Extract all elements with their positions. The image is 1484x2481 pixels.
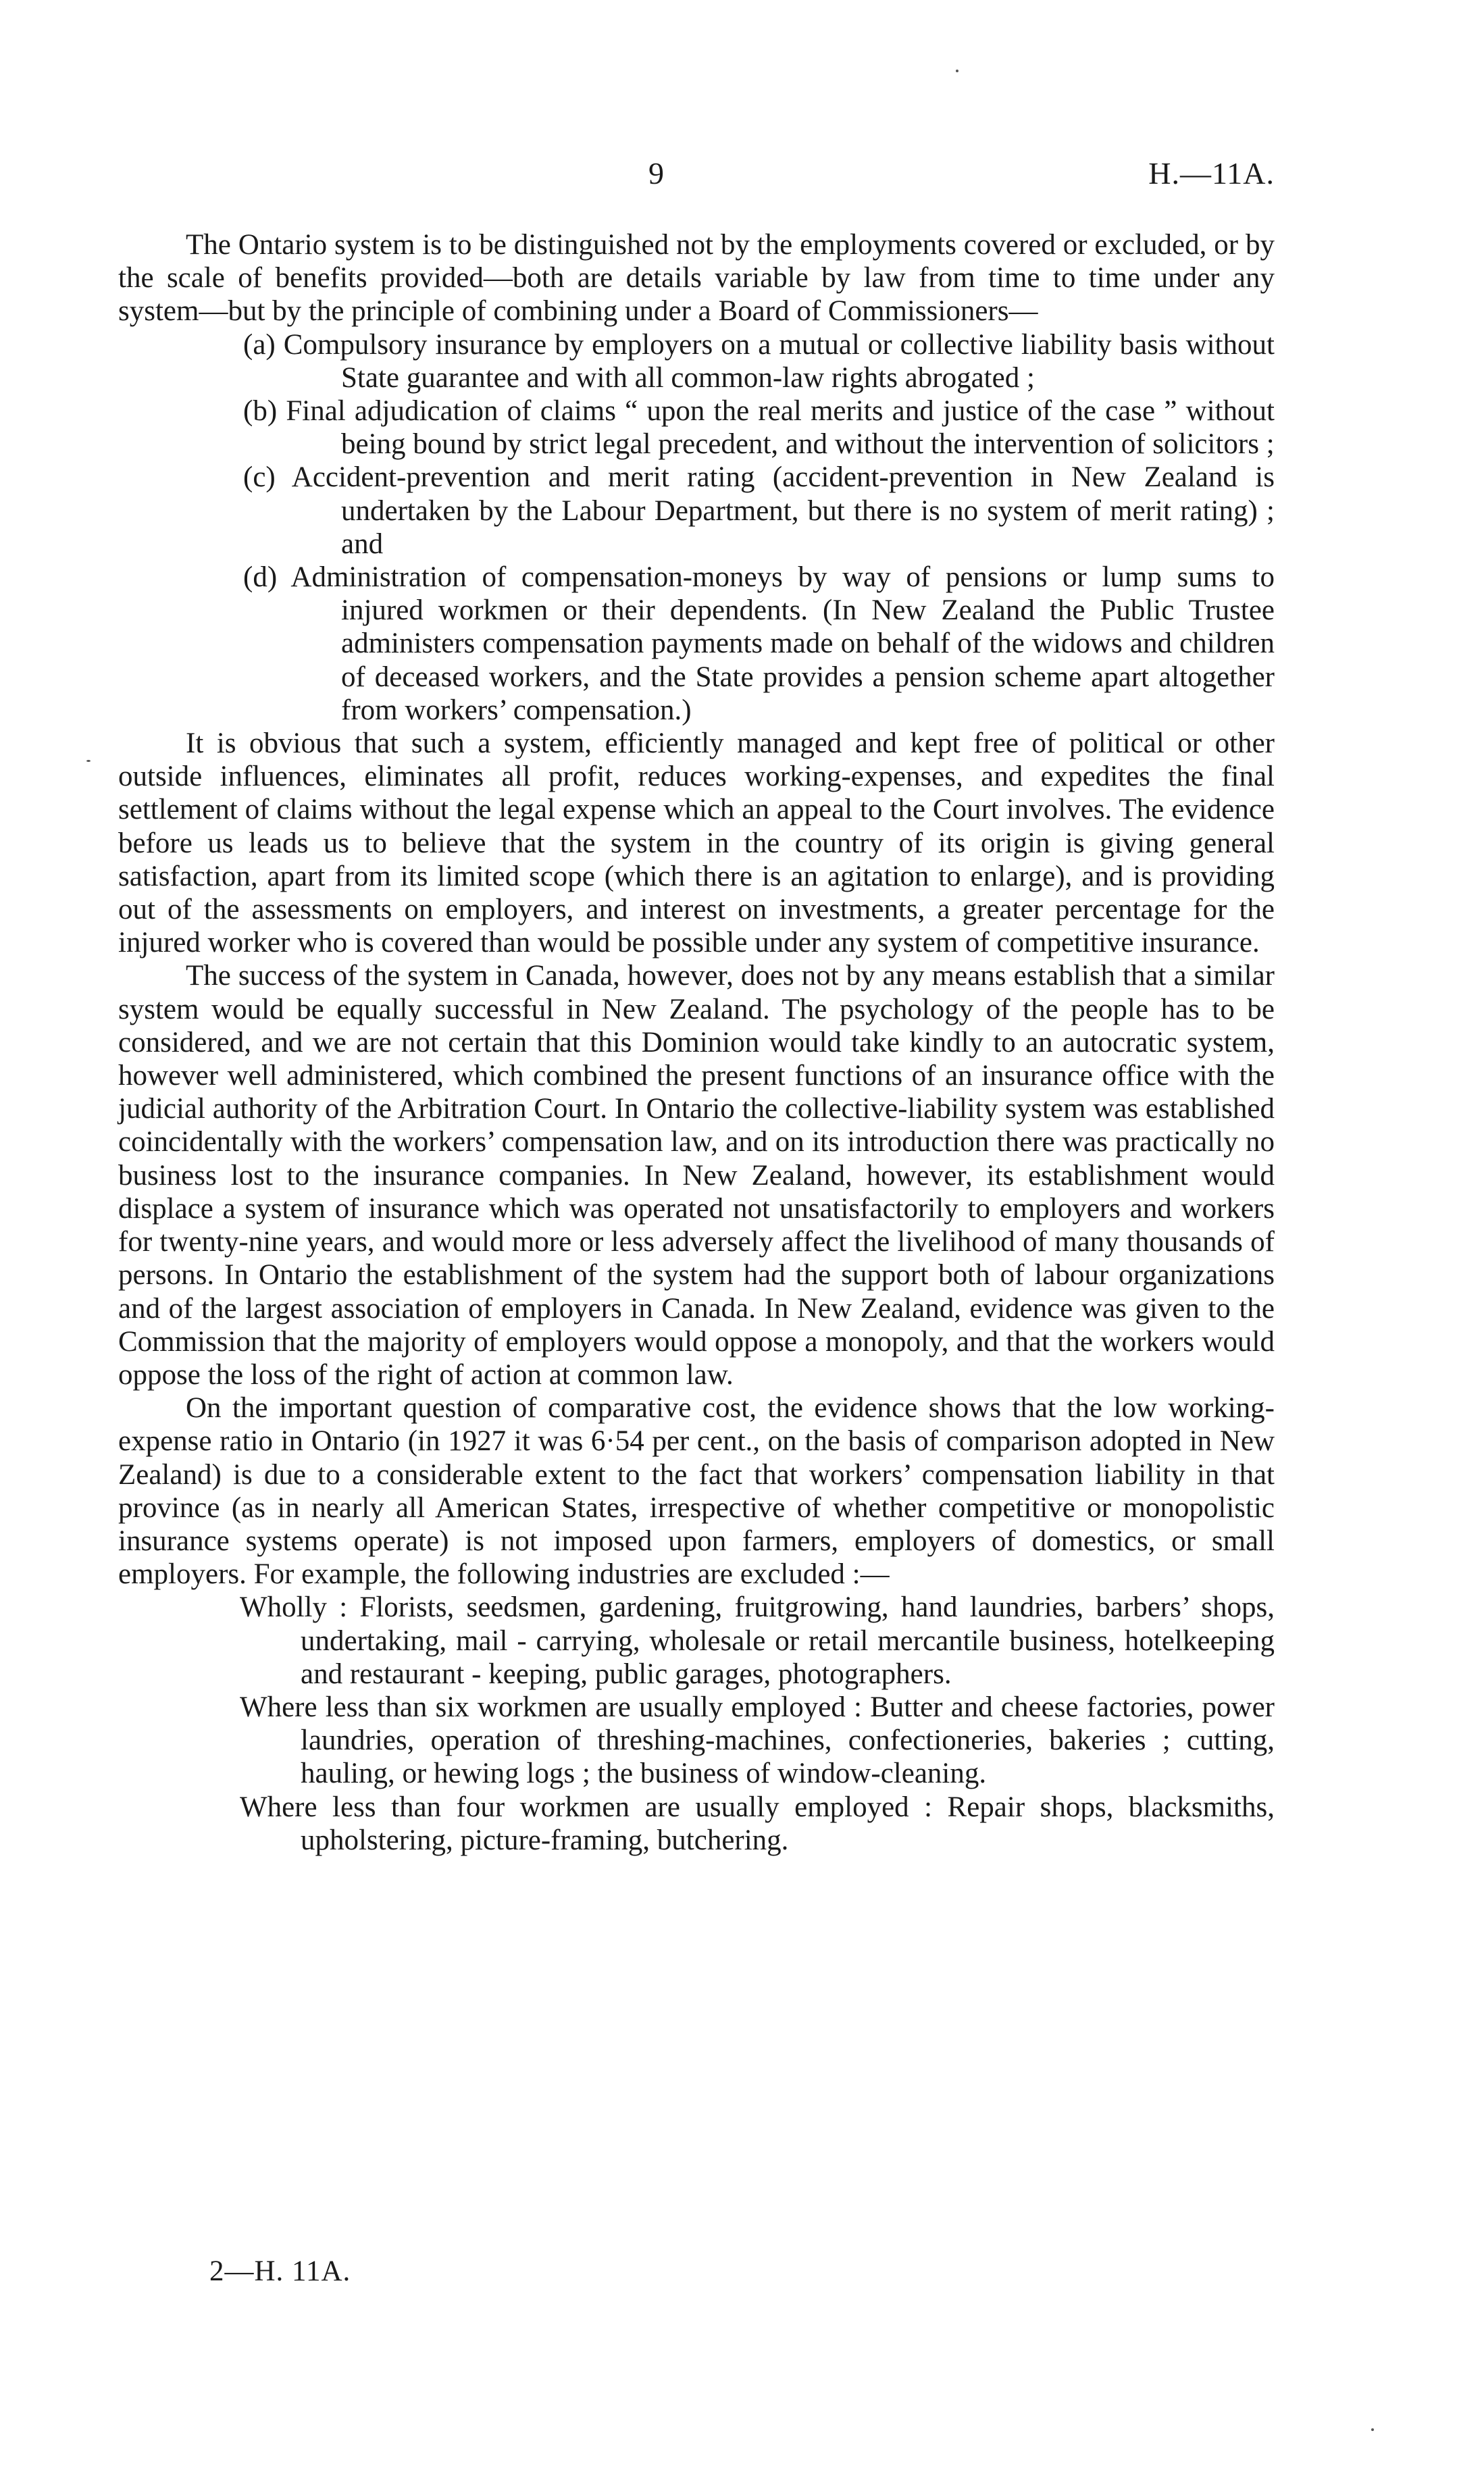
principle-text: Compulsory insurance by employers on a mutual or collective liability basis without State guarantee and with all common-law rights abrogated ; [283,328,1275,394]
principle-marker: (a) [243,328,276,361]
principle-text: Accident-prevention and merit rating (accident-prevention in New Zealand is undertaken by the Labour Department, but there is no system of merit rating) ; and [291,461,1275,560]
exclusion-item-wholly: Wholly : Florists, seedsmen, gardening, fruitgrowing, hand laundries, barbers’ shops, undertaking, mail - carrying, wholesale or retail mercantile business, hotelkeeping and restaurant - keeping, public garages, photographers. [240,1591,1275,1690]
exclusion-item-less-than-six: Where less than six workmen are usually employed : Butter and cheese factories, power laundries, operation of threshing-machines, confectioneries, bakeries ; cutting, hauling, or hewing logs ; the business of window-cleaning. [240,1691,1275,1790]
paragraph-intro: The Ontario system is to be distinguished not by the employments covered or excluded, or by the scale of benefits provided—both are details variable by law from time to time under any system—but by the principle of combining under a Board of Commissioners— [118,229,1275,328]
paragraph-canada-comparison: The success of the system in Canada, however, does not by any means establish that a similar system would be equally successful in New Zealand. The psychology of the people has to be considered, and we are not certain that this Dominion would take kindly to an autocratic system, however well administered, which combined the present functions of an insurance office with the judicial authority of the Arbitration Court. In Ontario the collective-liability system was established coincidentally with the workers’ compensation law, and on its introduction there was practically no business lost to the insurance companies. In New Zealand, however, its establishment would displace a system of insurance which was operated not unsatisfactorily to employers and workers for twenty-nine years, and would more or less adversely affect the livelihood of many thousands of persons. In Ontario the establishment of the system had the support both of labour organizations and of the largest association of employers in Canada. In New Zealand, evidence was given to the Commission that the majority of employers would oppose a monopoly, and that the workers would oppose the loss of the right of action at common law. [118,960,1275,1391]
principle-marker: (c) [243,461,276,494]
scan-speck [86,760,91,762]
document-body [118,228,1275,1857]
paragraph-comparative-cost: On the important question of comparative cost, the evidence shows that the low working-expense ratio in Ontario (in 1927 it was 6·54 per cent., on the basis of comparison adopted in New Zealand) is due to a considerable extent to the fact that workers’ compensation liability in that province (as in nearly all American States, irrespective of whether competitive or monopolistic insurance systems operate) is not imposed upon farmers, employers of domestics, or small employers. For example, the following industries are excluded :— [118,1392,1275,1591]
scan-speck [1371,2428,1374,2431]
page-number: 9 [648,156,664,190]
document-reference: H.—11A. [1148,156,1275,190]
principle-item-a [118,328,1275,394]
principle-item-b [118,394,1275,461]
principle-item-d [118,561,1275,727]
paragraph-system-benefits: It is obvious that such a system, efficiently managed and kept free of political or other outside influences, eliminates all profit, reduces working-expenses, and expedites the final settlement of claims without the legal expense which an appeal to the Court involves. The evidence before us leads us to believe that the system in the country of its origin is giving general satisfaction, apart from its limited scope (which there is an agitation to enlarge), and is providing out of the assessments on employers, and interest on investments, a greater percentage for the injured worker who is covered than would be possible under any system of competitive insurance. [118,727,1275,959]
principles-list [118,328,1275,727]
signature-mark: 2—H. 11A. [209,2255,351,2287]
scan-speck [956,70,958,72]
principle-marker: (d) [243,561,278,594]
exclusion-item-less-than-four: Where less than four workmen are usually employed : Repair shops, blacksmiths, upholstering, picture-framing, butchering. [240,1791,1275,1856]
exclusions-list [118,1591,1275,1857]
principle-marker: (b) [243,395,278,428]
principle-item-c [118,461,1275,561]
page-header [0,155,1484,196]
principle-text: Final adjudication of claims “ upon the real merits and justice of the case ” without being bound by strict legal precedent, and without the intervention of solicitors ; [286,395,1275,461]
principle-text: Administration of compensation-moneys by way of pensions or lump sums to injured workmen or their dependents. (In New Zealand the Public Trustee administers compensation payments made on behalf of the widows and children of deceased workers, and the State provides a pension scheme apart altogether from workers’ compensation.) [290,561,1275,726]
